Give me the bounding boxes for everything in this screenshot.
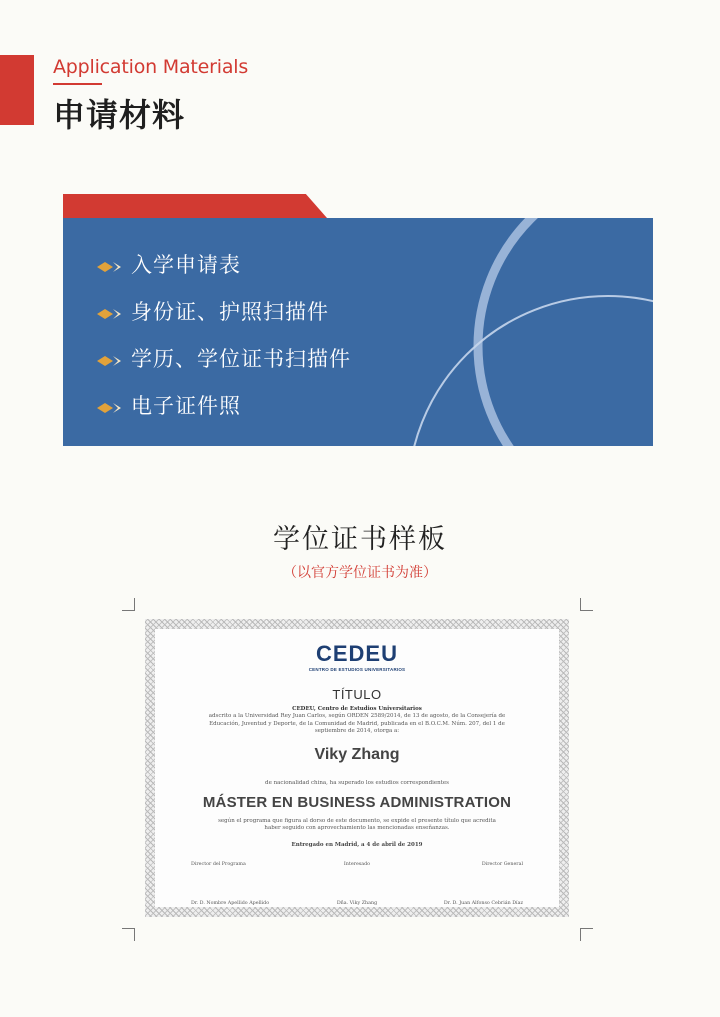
list-item-label: 电子证件照 — [131, 393, 241, 418]
diamond-arrow-icon — [95, 303, 125, 319]
signatory-name: Dr. D. Nombre Apellido Apellido — [191, 901, 270, 906]
sample-title: 学位证书样板 — [273, 524, 447, 555]
issue-date: Entregado en Madrid, a 4 de abril de 2019 — [291, 842, 423, 848]
recipient-name: Viky Zhang — [314, 746, 400, 763]
crop-mark — [580, 598, 593, 611]
role-label: Director del Programa — [191, 862, 246, 867]
signatory-names — [191, 901, 523, 906]
list-item — [95, 287, 351, 334]
cedeu-logo — [155, 643, 559, 672]
role-label: Director General — [481, 862, 523, 867]
requirements-list — [95, 240, 351, 428]
list-item — [95, 381, 351, 428]
program-text: según el programa que figura al dorso de este documento, se expide el presente título que acredita haber seguido con aprovechamiento las mencionadas enseñanzas. — [218, 818, 496, 832]
certificate-heading: TÍTULO — [332, 687, 382, 702]
intro-institution: CEDEU, Centro de Estudios Universitarios — [292, 706, 422, 712]
section-title-cn: 申请材料 — [53, 96, 186, 134]
title-underline — [53, 83, 102, 85]
signatory-name: Dña. Viky Zhang — [336, 901, 378, 906]
degree-title: MÁSTER EN BUSINESS ADMINISTRATION — [202, 794, 512, 811]
crop-mark — [122, 598, 135, 611]
diamond-arrow-icon — [95, 256, 125, 272]
logo-subtitle: CENTRO DE ESTUDIOS UNIVERSITARIOS — [308, 667, 406, 672]
list-item-label: 入学申请表 — [131, 252, 241, 277]
diamond-arrow-icon — [95, 397, 125, 413]
diamond-arrow-icon — [95, 350, 125, 366]
certificate-intro — [195, 706, 519, 735]
list-item — [95, 334, 351, 381]
signatory-name: Dr. D. Juan Alfonso Cebrián Díaz — [443, 901, 523, 906]
intro-text: adscrito a la Universidad Rey Juan Carlos, según ORDEN 2589/2014, de 13 de agosto, de la Consejería de Educación, Juventud y Deporte, de la Comunidad de Madrid, publicada en el B.O.C.M. Núm. 207, del 1 de septiembre de 2014, otorga a: — [208, 713, 506, 734]
crop-mark — [122, 928, 135, 941]
section-title-en: Application Materials — [53, 56, 249, 78]
list-item-label: 学历、学位证书扫描件 — [131, 346, 351, 371]
header-accent-bar — [0, 55, 34, 125]
panel-red-tab — [63, 194, 327, 218]
requirements-panel — [63, 218, 653, 446]
crop-mark — [580, 928, 593, 941]
role-label: Interesado — [343, 862, 371, 867]
signature-roles — [191, 862, 523, 867]
certificate-image — [145, 619, 569, 917]
nationality-text: de nacionalidad china, ha superado los estudios correspondientes — [265, 780, 449, 786]
list-item — [95, 240, 351, 287]
sample-subtitle: （以官方学位证书为准） — [283, 565, 437, 581]
logo-wordmark: CEDEU — [315, 641, 398, 666]
certificate-body — [155, 629, 559, 907]
list-item-label: 身份证、护照扫描件 — [131, 299, 329, 324]
